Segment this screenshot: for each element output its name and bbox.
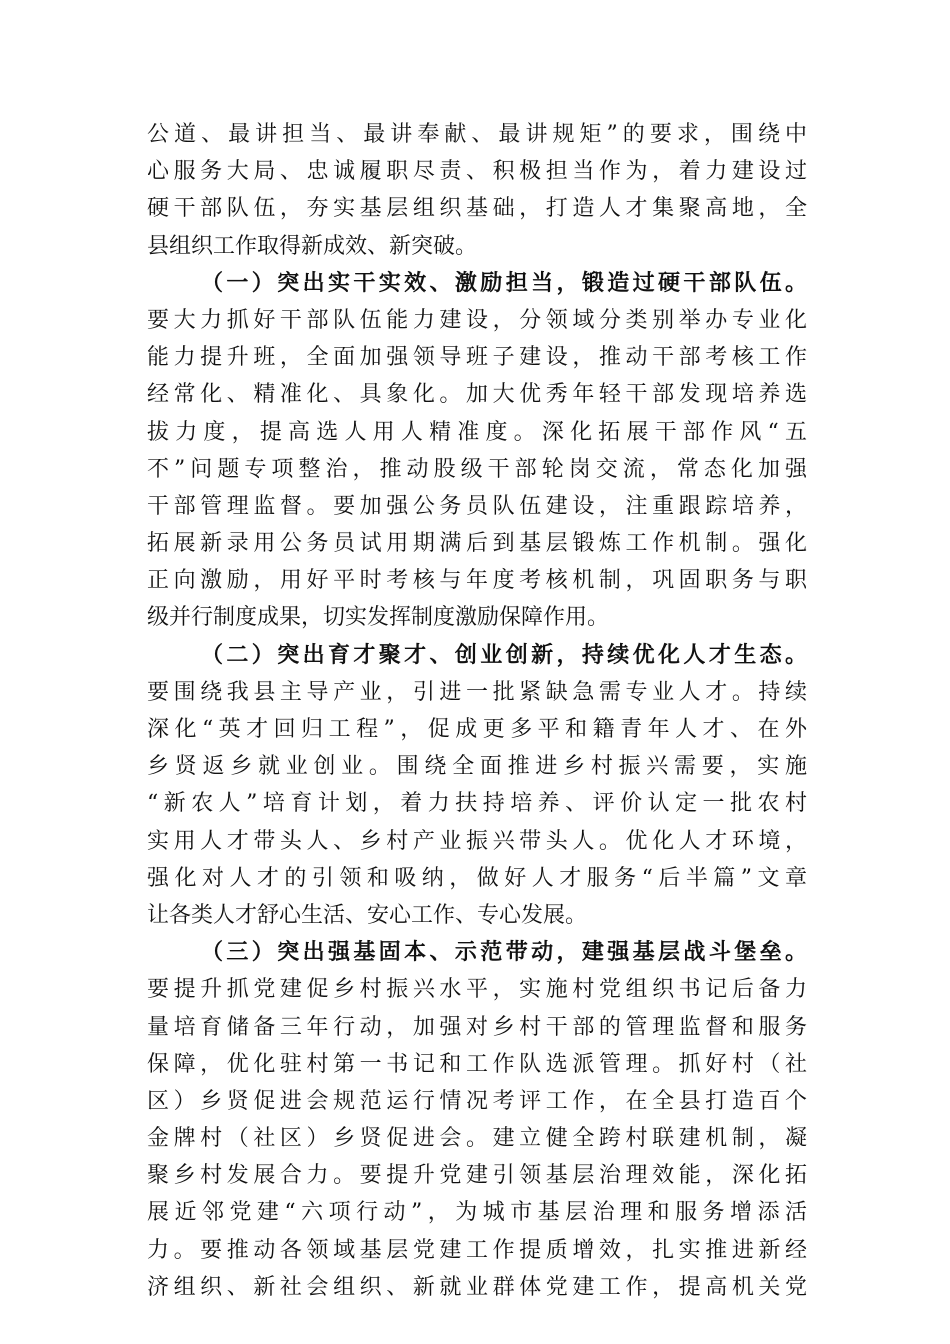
- text-line: 心服务大局、忠诚履职尽责、积极担当作为，着力建设过: [147, 159, 807, 185]
- text-line: 强化对人才的引领和吸纳，做好人才服务“后半篇”文章: [147, 865, 807, 891]
- text-line: 乡贤返乡就业创业。围绕全面推进乡村振兴需要，实施: [147, 754, 807, 780]
- document-body: [147, 116, 807, 1306]
- text-line: 金牌村（社区）乡贤促进会。建立健全跨村联建机制，凝: [147, 1126, 807, 1152]
- text-line: 县组织工作取得新成效、新突破。: [147, 233, 478, 259]
- text-line: 济组织、新社会组织、新就业群体党建工作，提高机关党: [147, 1274, 807, 1300]
- text-line: “新农人”培育计划，着力扶持培养、评价认定一批农村: [147, 791, 807, 817]
- section-heading-1: （一）突出实干实效、激励担当，锻造过硬干部队伍。: [201, 269, 807, 296]
- section-heading-3: （三）突出强基固本、示范带动，建强基层战斗堡垒。: [201, 939, 807, 966]
- text-line: 要提升抓党建促乡村振兴水平，实施村党组织书记后备力: [147, 977, 807, 1003]
- text-line: 级并行制度成果，切实发挥制度激励保障作用。: [147, 605, 610, 631]
- text-line: 不”问题专项整治，推动股级干部轮岗交流，常态化加强: [147, 456, 807, 482]
- text-line: 硬干部队伍，夯实基层组织基础，打造人才集聚高地，全: [147, 196, 807, 222]
- text-line: 量培育储备三年行动，加强对乡村干部的管理监督和服务: [147, 1014, 807, 1040]
- text-line: 公道、最讲担当、最讲奉献、最讲规矩”的要求，围绕中: [147, 122, 807, 147]
- text-line: 力。要推动各领域基层党建工作提质增效，扎实推进新经: [147, 1237, 807, 1263]
- text-line: 聚乡村发展合力。要提升党建引领基层治理效能，深化拓: [147, 1163, 807, 1189]
- text-line: 拓展新录用公务员试用期满后到基层锻炼工作机制。强化: [147, 531, 807, 557]
- text-line: 区）乡贤促进会规范运行情况考评工作，在全县打造百个: [147, 1088, 807, 1114]
- text-line: 拔力度，提高选人用人精准度。深化拓展干部作风“五: [147, 419, 807, 445]
- text-line: 展近邻党建“六项行动”，为城市基层治理和服务增添活: [147, 1200, 807, 1226]
- text-line: 要围绕我县主导产业，引进一批紧缺急需专业人才。持续: [147, 679, 807, 705]
- text-line: 深化“英才回归工程”，促成更多平和籍青年人才、在外: [147, 717, 807, 742]
- text-line: 保障，优化驻村第一书记和工作队选派管理。抓好村（社: [147, 1051, 807, 1077]
- text-line: 经常化、精准化、具象化。加大优秀年轻干部发现培养选: [147, 382, 807, 408]
- text-line: 要大力抓好干部队伍能力建设，分领域分类别举办专业化: [147, 307, 807, 333]
- section-heading-2: （二）突出育才聚才、创业创新，持续优化人才生态。: [201, 641, 807, 668]
- text-line: 正向激励，用好平时考核与年度考核机制，巩固职务与职: [147, 568, 807, 594]
- text-line: 干部管理监督。要加强公务员队伍建设，注重跟踪培养，: [147, 493, 807, 519]
- text-line: 实用人才带头人、乡村产业振兴带头人。优化人才环境，: [147, 828, 807, 854]
- text-line: 能力提升班，全面加强领导班子建设，推动干部考核工作: [147, 345, 807, 371]
- text-line: 让各类人才舒心生活、安心工作、专心发展。: [147, 902, 588, 928]
